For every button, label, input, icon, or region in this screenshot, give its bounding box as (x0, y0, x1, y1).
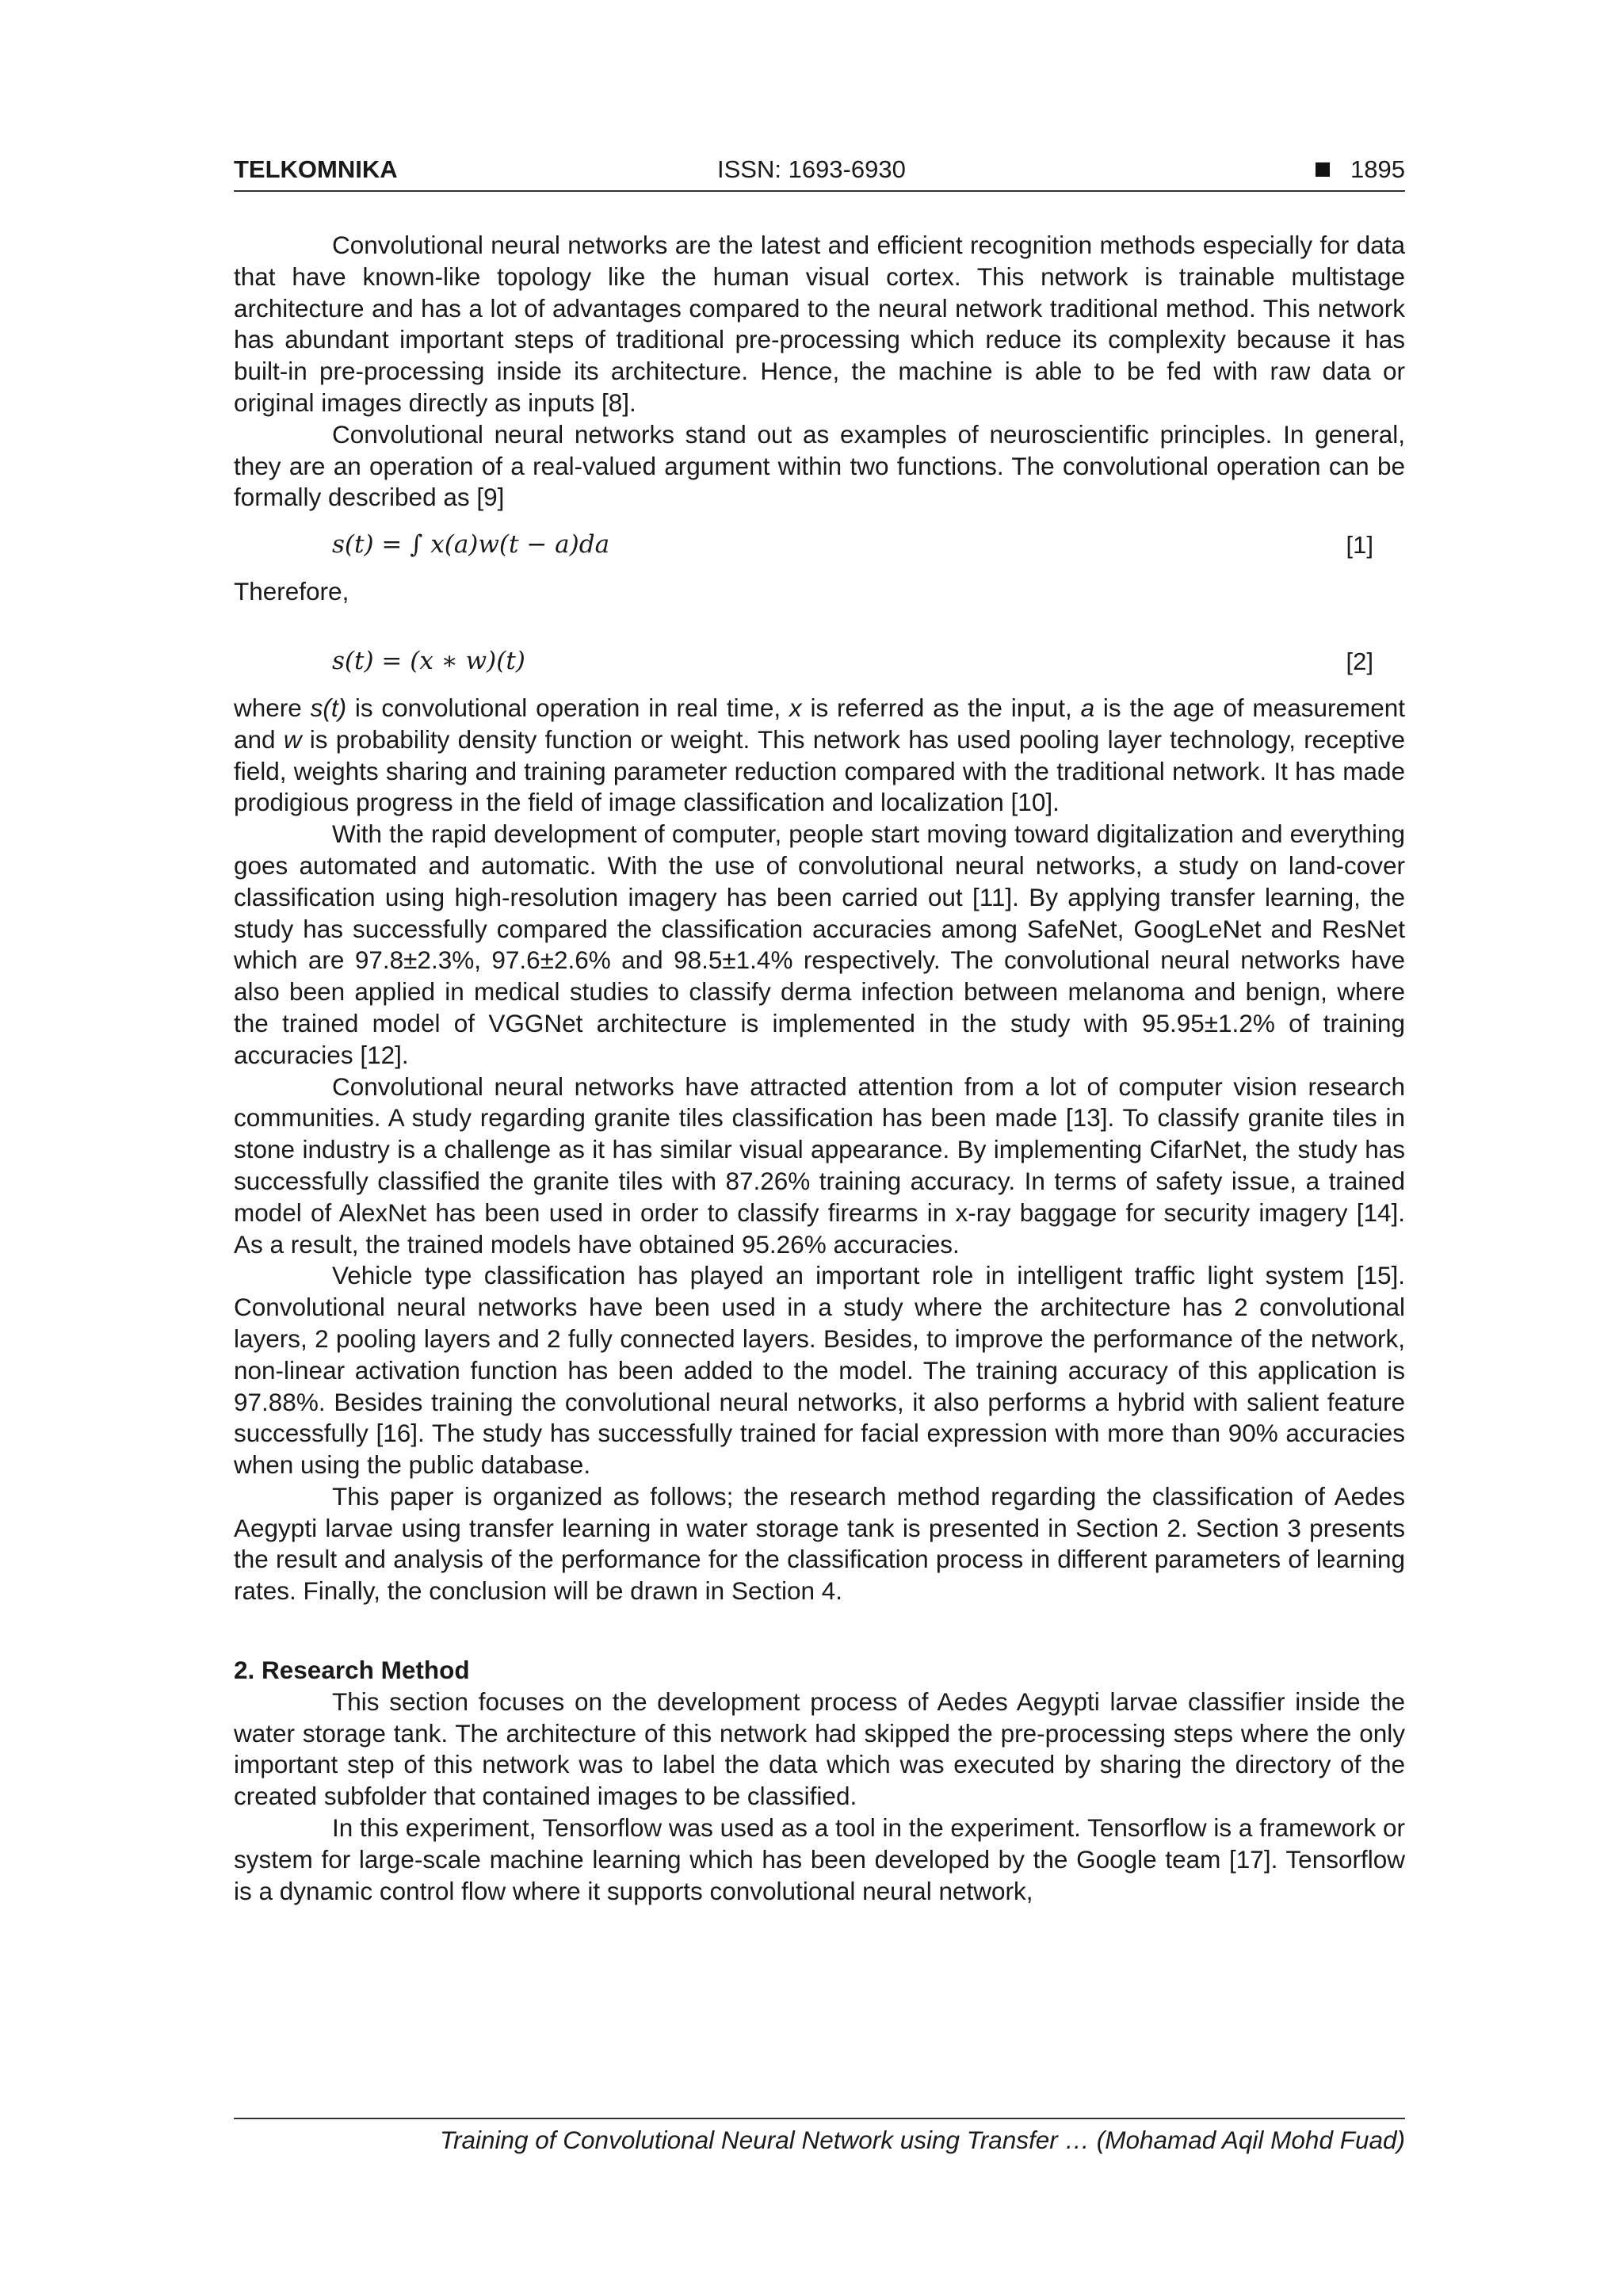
equation-expression: s(t) = (x ∗ w)(t) (332, 646, 525, 675)
equation-expression: s(t) = ∫ x(a)w(t − a)da (332, 530, 610, 560)
equation-1 (234, 514, 1405, 576)
black-square-icon (1316, 162, 1330, 177)
section-heading: 2. Research Method (234, 1656, 470, 1685)
body-text (234, 230, 1405, 1907)
paragraph: Convolutional neural networks are the latest and efficient recognition methods especially for data that have known-like topology like the human visual cortex. This network is trainable multistage architecture and has a lot of advantages compared to the neural network traditional method. This network has abundant important steps of traditional pre-processing which reduce its complexity because it has built-in pre-processing inside its architecture. Hence, the machine is able to be fed with raw data or original images directly as inputs [8]. (234, 231, 1405, 417)
equation-number: [1] (1346, 531, 1373, 560)
equation-2 (234, 630, 1405, 693)
paragraph: In this experiment, Tensorflow was used as a tool in the experiment. Tensorflow is a framework or system for large-scale machine learning which has been developed by the Google team [17]. Tensorflow is a dynamic control flow where it supports convolutional neural network, (234, 1813, 1405, 1905)
paragraph: With the rapid development of computer, people start moving toward digitalization and everything goes automated and automatic. With the use of convolutional neural networks, a study on land-cover classification using high-resolution imagery has been carried out [11]. By applying transfer learning, the study has successfully compared the classification accuracies among SafeNet, GoogLeNet and ResNet which are 97.8±2.3%, 97.6±2.6% and 98.5±1.4% respectively. The convolutional neural networks have also been applied in medical studies to classify derma infection between melanoma and benign, where the trained model of VGGNet architecture is implemented in the study with 95.95±1.2% of training accuracies [12]. (234, 819, 1405, 1069)
page-footer (234, 2118, 1405, 2155)
paragraph: Vehicle type classification has played an important role in intelligent traffic light system [15]. Convolutional neural networks have been used in a study where the architecture has 2 convolutional layers, 2 pooling layers and 2 fully connected layers. Besides, to improve the performance of the network, non-linear activation function has been added to the model. The training accuracy of this application is 97.88%. Besides training the convolutional neural networks, it also performs a hybrid with salient feature successfully [16]. The study has successfully trained for facial expression with more than 90% accuracies when using the public database. (234, 1261, 1405, 1480)
journal-name: TELKOMNIKA (234, 155, 398, 183)
paragraph: Convolutional neural networks stand out as examples of neuroscientific principles. In general, they are an operation of a real-valued argument within two functions. The convolutional operation can be formally described as [9] (234, 419, 1405, 512)
paragraph: This section focuses on the development process of Aedes Aegypti larvae classifier inside the water storage tank. The architecture of this network had skipped the pre-processing steps where the only important step of this network was to label the data which was executed by sharing the directory of the created subfolder that contained images to be classified. (234, 1687, 1405, 1811)
page-header (234, 155, 1405, 192)
page-number-group (1316, 155, 1405, 184)
page-number: 1895 (1350, 155, 1405, 183)
paragraph: Convolutional neural networks have attracted attention from a lot of computer vision research communities. A study regarding granite tiles classification has been made [13]. To classify granite tiles in stone industry is a challenge as it has similar visual appearance. By implementing CifarNet, the study has successfully classified the granite tiles with 87.26% training accuracy. In terms of safety issue, a trained model of AlexNet has been used in order to classify firearms in x-ray baggage for security imagery [14]. As a result, the trained models have obtained 95.26% accuracies. (234, 1072, 1405, 1259)
running-title: Training of Convolutional Neural Network using Transfer … (Mohamad Aqil Mohd Fuad) (440, 2126, 1405, 2154)
paragraph-where: where s(t) is convolutional operation in real time, x is referred as the input, a is the age of measurement and w is probability density function or weight. This network has used pooling layer technology, receptive field, weights sharing and training parameter reduction compared with the traditional network. It has made prodigious progress in the field of image classification and localization [10]. (234, 693, 1406, 817)
paragraph: This paper is organized as follows; the research method regarding the classification of Aedes Aegypti larvae using transfer learning in water storage tank is presented in Section 2. Section 3 presents the result and analysis of the performance for the classification process in different parameters of learning rates. Finally, the conclusion will be drawn in Section 4. (234, 1481, 1405, 1606)
paragraph-therefore: Therefore, (234, 577, 349, 606)
equation-number: [2] (1346, 647, 1373, 675)
issn: ISSN: 1693-6930 (717, 155, 906, 183)
